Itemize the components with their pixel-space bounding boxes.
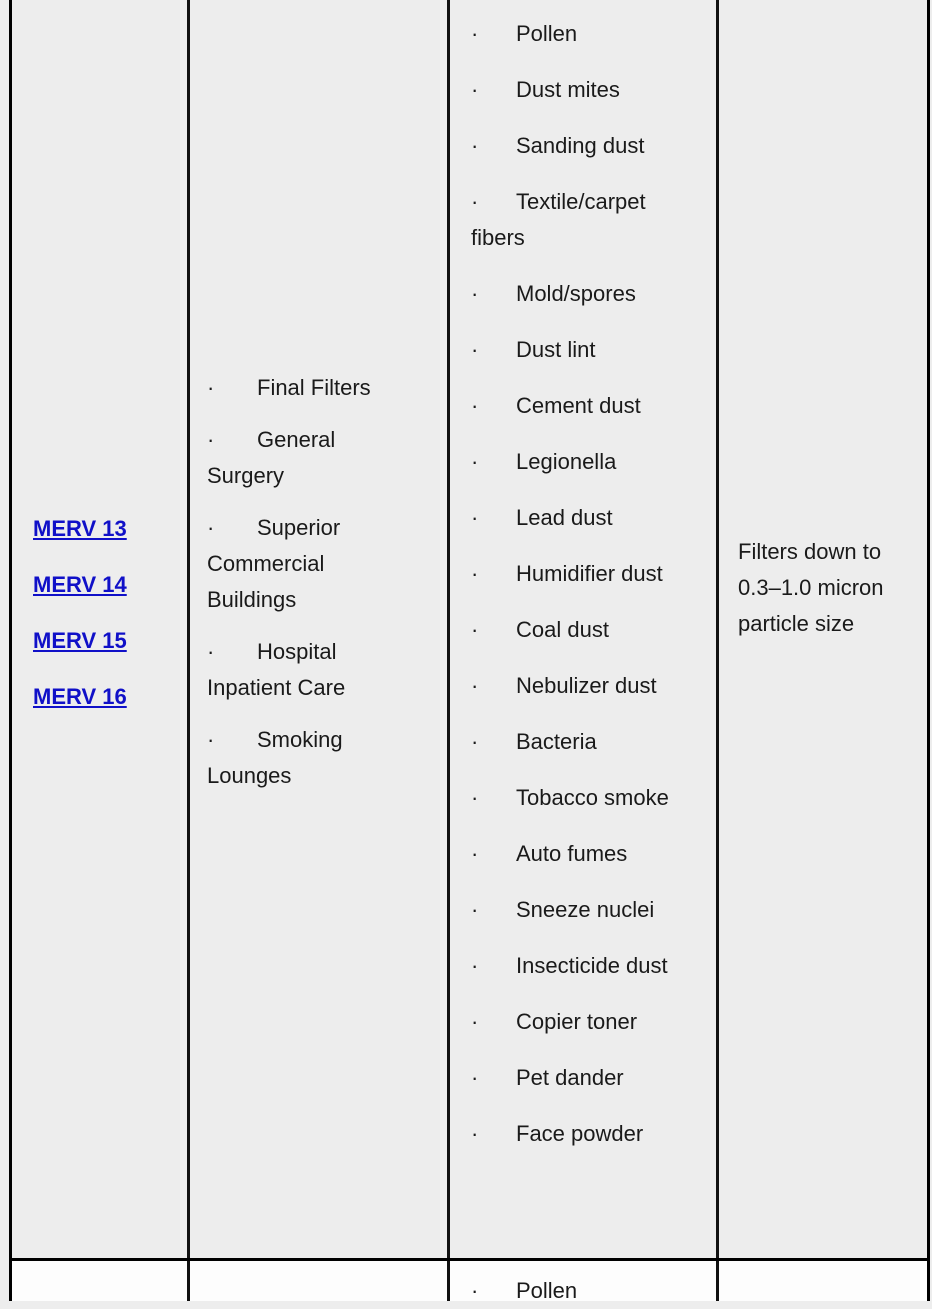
- list-item: [471, 72, 701, 128]
- list-item-label: Pollen: [516, 1278, 578, 1303]
- list-item: [471, 1004, 701, 1060]
- efficiency-cell: [719, 1261, 927, 1301]
- list-item-label: Cement dust: [516, 393, 641, 418]
- list-item: [471, 836, 701, 892]
- list-item: [207, 722, 407, 810]
- bullet-icon: ·: [471, 1278, 479, 1303]
- list-item-label: Face powder: [516, 1121, 644, 1146]
- list-item: [471, 500, 701, 556]
- list-item: [471, 128, 701, 184]
- list-item-label: Legionella: [516, 449, 617, 474]
- bullet-icon: ·: [471, 617, 479, 642]
- merv-table: [9, 0, 930, 1301]
- list-item-label: Dust lint: [516, 337, 596, 362]
- list-item: [471, 1060, 701, 1116]
- list-item-label: Pollen: [516, 21, 578, 46]
- list-item-label: Humidifier dust: [516, 561, 663, 586]
- bullet-icon: ·: [471, 785, 479, 810]
- bullet-icon: ·: [471, 189, 479, 214]
- merv-14-link[interactable]: MERV 14: [33, 572, 127, 597]
- list-item-label: General Surgery: [207, 427, 336, 488]
- bullet-icon: ·: [471, 1121, 479, 1146]
- list-item-label: Hospital Inpatient Care: [207, 639, 346, 700]
- list-item: [207, 510, 407, 634]
- list-item: [471, 668, 701, 724]
- contaminants-cell: [450, 1261, 719, 1301]
- bullet-icon: ·: [471, 133, 479, 158]
- list-item: [471, 388, 701, 444]
- list-item-label: Bacteria: [516, 729, 597, 754]
- bullet-icon: ·: [471, 449, 479, 474]
- bullet-icon: ·: [471, 841, 479, 866]
- list-item: [471, 948, 701, 1004]
- contaminants-list: [471, 16, 701, 1172]
- bullet-icon: ·: [207, 515, 215, 540]
- list-item: [207, 370, 407, 422]
- bullet-icon: ·: [207, 375, 215, 400]
- bullet-icon: ·: [471, 673, 479, 698]
- bullet-icon: ·: [207, 639, 215, 664]
- efficiency-cell: [719, 0, 927, 1258]
- applications-list: [207, 370, 407, 810]
- bullet-icon: ·: [471, 897, 479, 922]
- merv-rating-cell: [12, 1261, 190, 1301]
- list-item-label: Smoking Lounges: [207, 727, 343, 788]
- efficiency-text: Filters down to 0.3–1.0 micron particle size: [738, 539, 884, 636]
- list-item: [471, 1273, 577, 1309]
- list-item: [471, 1116, 701, 1172]
- list-item-label: Auto fumes: [516, 841, 628, 866]
- list-item-label: Tobacco smoke: [516, 785, 669, 810]
- list-item: [207, 422, 407, 510]
- list-item: [471, 612, 701, 668]
- applications-cell: [190, 1261, 450, 1301]
- contaminants-cell: [450, 0, 719, 1258]
- bullet-icon: ·: [207, 427, 215, 452]
- list-item: [471, 556, 701, 612]
- bullet-icon: ·: [471, 729, 479, 754]
- bullet-icon: ·: [471, 1009, 479, 1034]
- list-item: [471, 444, 701, 500]
- applications-cell: [190, 0, 450, 1258]
- list-item-label: Textile/carpet fibers: [471, 189, 646, 250]
- bullet-icon: ·: [471, 337, 479, 362]
- bullet-icon: ·: [471, 393, 479, 418]
- list-item-label: Final Filters: [257, 375, 371, 400]
- list-item-label: Insecticide dust: [516, 953, 668, 978]
- list-item-label: Superior Commercial Buildings: [207, 515, 341, 612]
- list-item: [207, 634, 407, 722]
- list-item: [471, 184, 701, 276]
- list-item: [471, 332, 701, 388]
- list-item: [471, 780, 701, 836]
- list-item: [471, 724, 701, 780]
- table-row: [9, 0, 930, 1261]
- list-item-label: Coal dust: [516, 617, 609, 642]
- list-item-label: Lead dust: [516, 505, 613, 530]
- bullet-icon: ·: [471, 21, 479, 46]
- bullet-icon: ·: [471, 1065, 479, 1090]
- bullet-icon: ·: [207, 727, 215, 752]
- merv-16-link[interactable]: MERV 16: [33, 684, 127, 709]
- merv-rating-list: [33, 516, 127, 740]
- merv-15-link[interactable]: MERV 15: [33, 628, 127, 653]
- bullet-icon: ·: [471, 953, 479, 978]
- bullet-icon: ·: [471, 281, 479, 306]
- table-row: [9, 1261, 930, 1301]
- list-item-label: Mold/spores: [516, 281, 636, 306]
- bullet-icon: ·: [471, 561, 479, 586]
- list-item: [471, 16, 701, 72]
- merv-rating-cell: [12, 0, 190, 1258]
- bullet-icon: ·: [471, 77, 479, 102]
- merv-13-link[interactable]: MERV 13: [33, 516, 127, 541]
- list-item-label: Copier toner: [516, 1009, 638, 1034]
- bullet-icon: ·: [471, 505, 479, 530]
- list-item-label: Nebulizer dust: [516, 673, 657, 698]
- list-item-label: Pet dander: [516, 1065, 624, 1090]
- list-item-label: Dust mites: [516, 77, 620, 102]
- list-item-label: Sanding dust: [516, 133, 645, 158]
- list-item-label: Sneeze nuclei: [516, 897, 655, 922]
- list-item: [471, 892, 701, 948]
- list-item: [471, 276, 701, 332]
